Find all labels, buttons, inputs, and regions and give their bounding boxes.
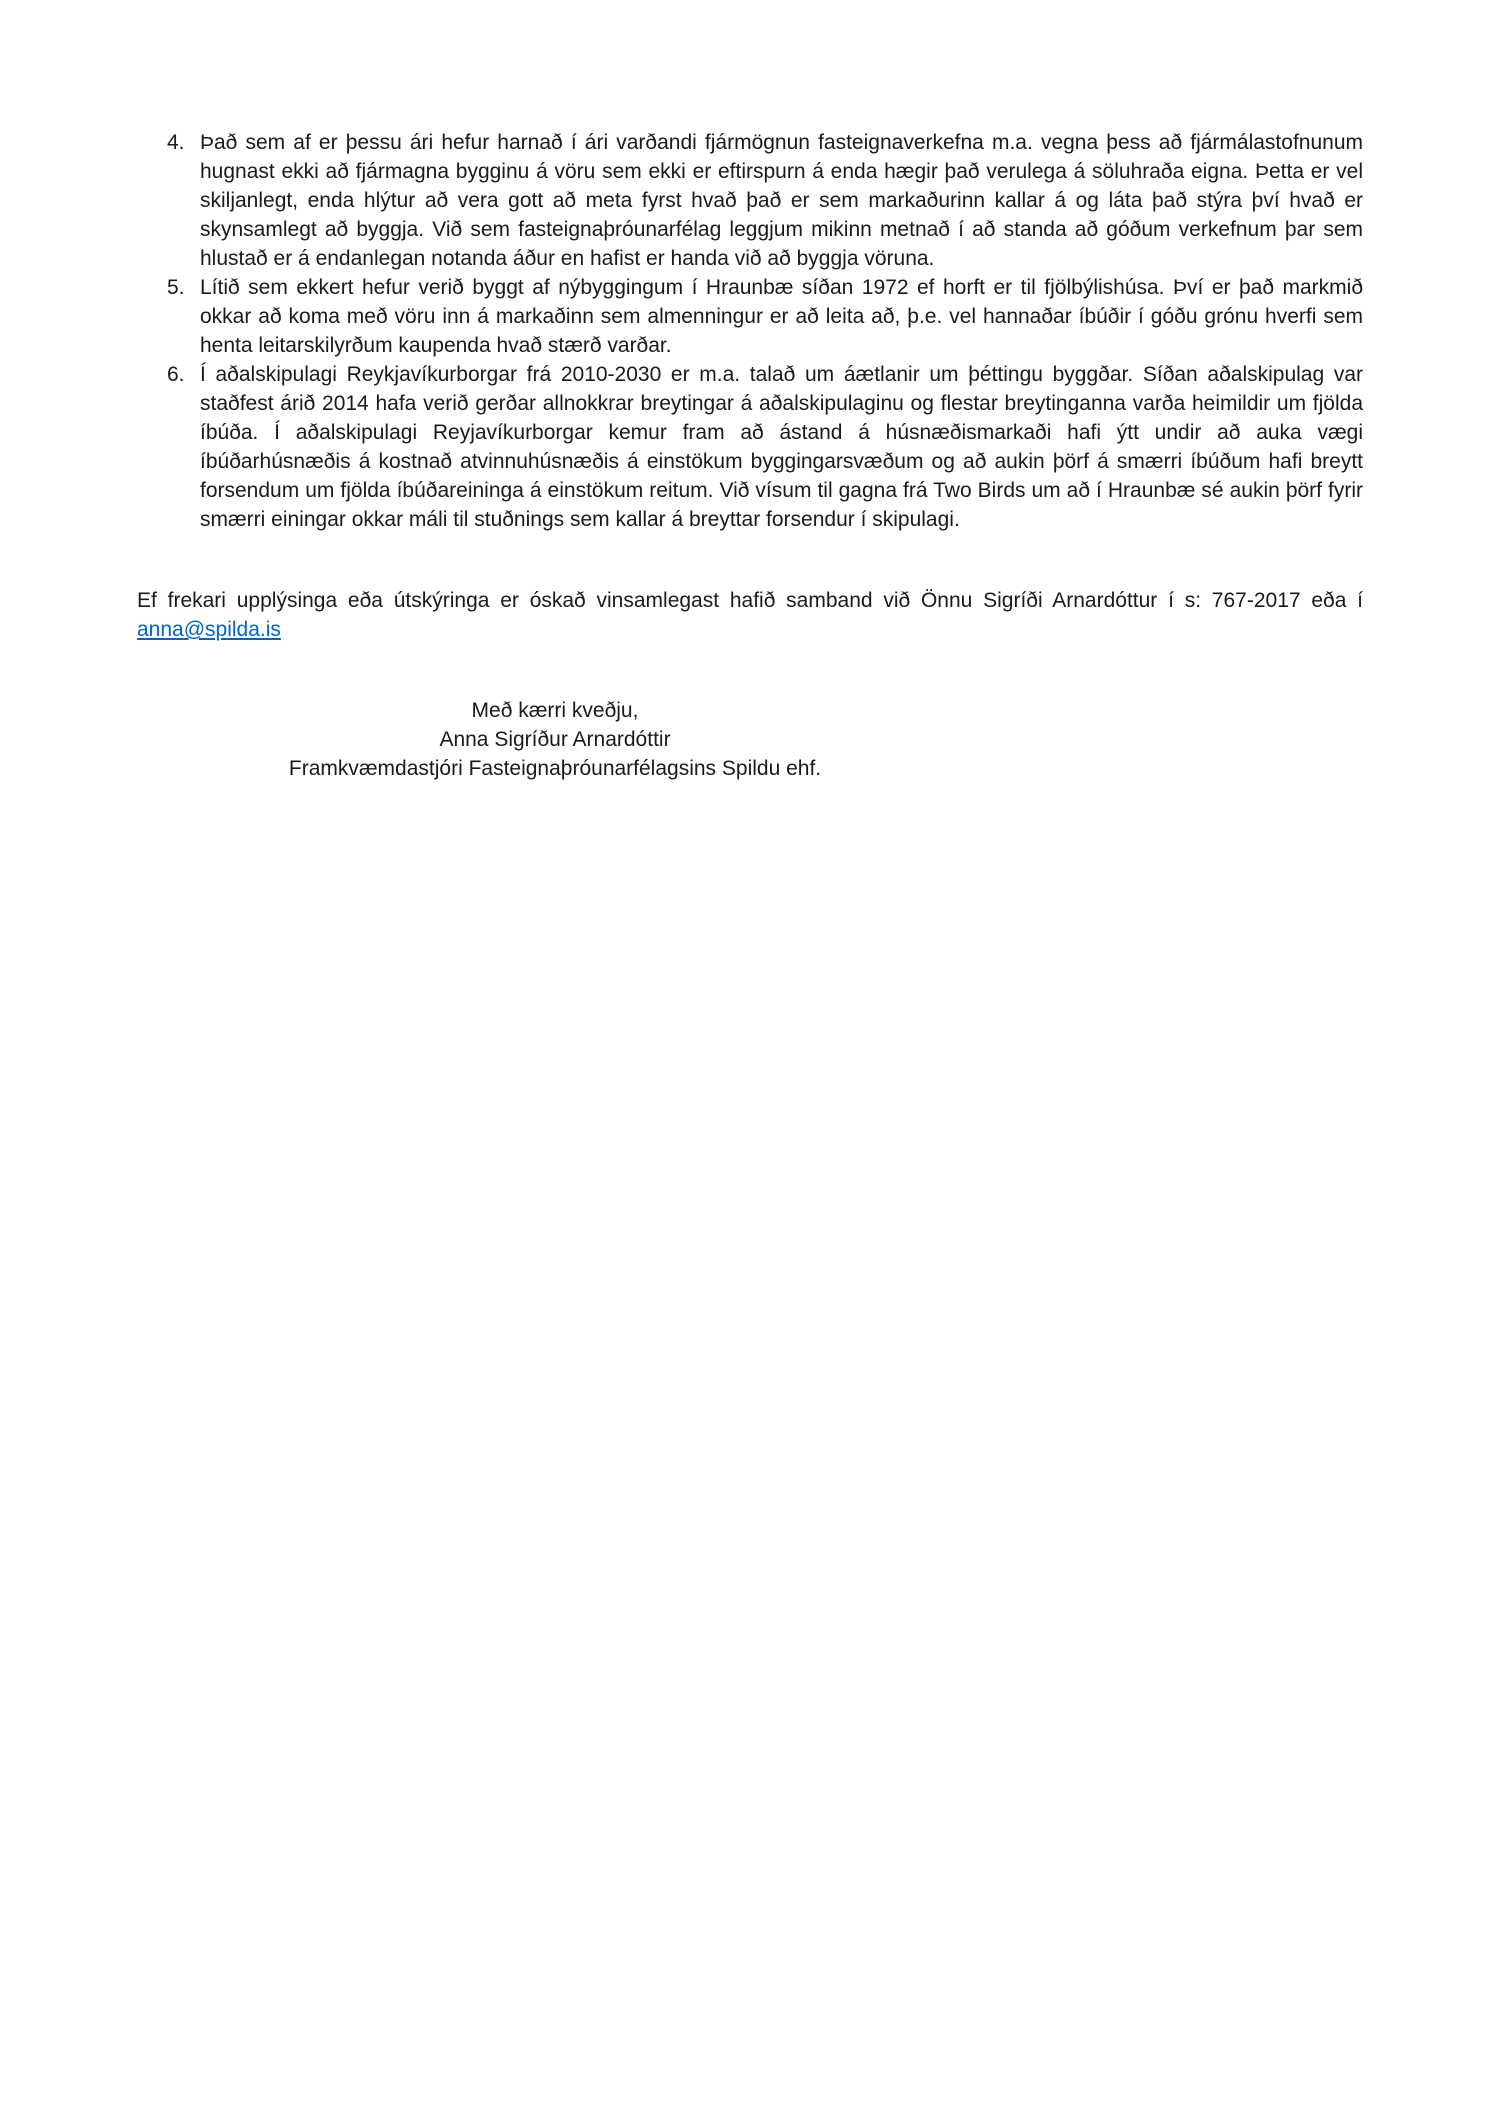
- signature-block: [137, 696, 973, 783]
- list-item-number: 4.: [167, 131, 185, 154]
- signature-closing: Með kærri kveðju,: [471, 699, 639, 722]
- list-item-text: Lítið sem ekkert hefur verið byggt af nýbyggingum í Hraunbæ síðan 1972 ef horft er til fjölbýlishúsa. Því er það markmið okkar að koma með vöru inn á markaðinn sem almenningur er að leita að, þ.e. vel hannaðar íbúðir í góðu grónu hverfi sem henta leitarskilyrðum kaupenda hvað stærð varðar.: [200, 276, 1363, 357]
- list-item-text: Í aðalskipulagi Reykjavíkurborgar frá 2010-2030 er m.a. talað um áætlanir um þéttingu byggðar. Síðan aðalskipulag var staðfest árið 2014 hafa verið gerðar allnokkrar breytingar á aðalskipulaginu og flestar breytinganna varða heimildir um fjölda íbúða. Í aðalskipulagi Reyjavíkurborgar kemur fram að ástand á húsnæðismarkaði hafi ýtt undir að auka vægi íbúðarhúsnæðis á kostnað atvinnuhúsnæðis á einstökum byggingarsvæðum og að aukin þörf á smærri íbúðum hafi breytt forsendum um fjölda íbúðareininga á einstökum reitum. Við vísum til gagna frá Two Birds um að í Hraunbæ sé aukin þörf fyrir smærri einingar okkar máli til stuðnings sem kallar á breyttar forsendur í skipulagi.: [200, 363, 1363, 531]
- document-content: [137, 128, 1363, 783]
- contact-paragraph: [137, 586, 1363, 644]
- list-item-6: [167, 360, 1363, 534]
- list-item-4: [167, 128, 1363, 273]
- list-item-number: 5.: [167, 276, 185, 299]
- list-item-text: Það sem af er þessu ári hefur harnað í ári varðandi fjármögnun fasteignaverkefna m.a. vegna þess að fjármálastofnunum hugnast ekki að fjármagna bygginu á vöru sem ekki er eftirspurn á enda hægir það verulega á söluhraða eigna. Þetta er vel skiljanlegt, enda hlýtur að vera gott að meta fyrst hvað það er sem markaðurinn kallar á og láta það stýra því hvað er skynsamlegt að byggja. Við sem fasteignaþróunarfélag leggjum mikinn metnað í að standa að góðum verkefnum þar sem hlustað er á endanlegan notanda áður en hafist er handa við að byggja vöruna.: [200, 131, 1363, 270]
- list-item-number: 6.: [167, 363, 185, 386]
- signature-title: Framkvæmdastjóri Fasteignaþróunarfélagsins Spildu ehf.: [288, 757, 822, 780]
- list-item-5: [167, 273, 1363, 360]
- signature-name: Anna Sigríður Arnardóttir: [439, 728, 671, 751]
- email-link[interactable]: anna@spilda.is: [137, 618, 281, 641]
- contact-text: Ef frekari upplýsinga eða útskýringa er óskað vinsamlegast hafið samband við Önnu Sigríði Arnardóttur í s: 767-2017 eða í: [137, 589, 1363, 612]
- numbered-list: [137, 128, 1363, 534]
